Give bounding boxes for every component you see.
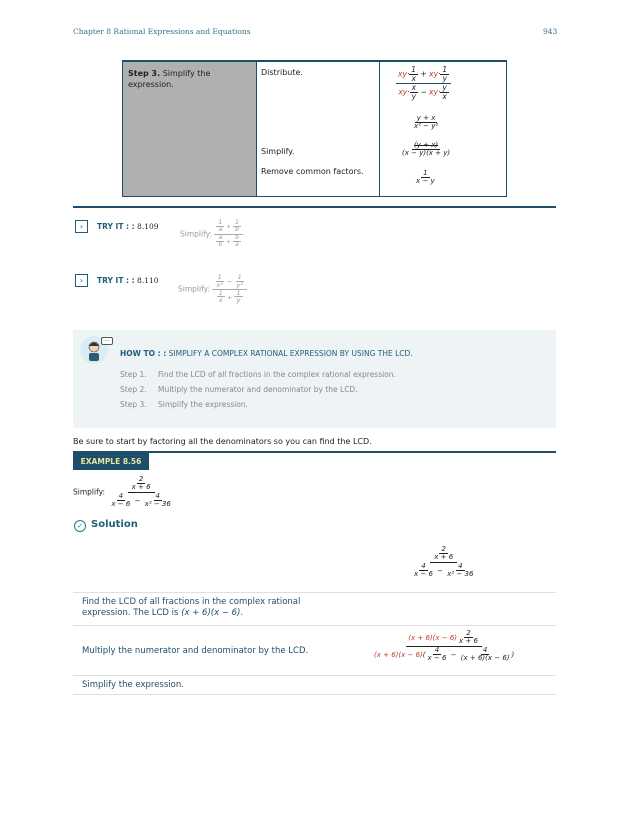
try-it-heading: TRY IT : : 8.110	[97, 276, 159, 285]
distributed-expression: xy· $\frac{1}{x}$ + xy· $\frac{1}{y}$ xy· $\frac{x}{y}$ − xy· $\frac{y}{x}$	[396, 66, 451, 101]
how-to-box	[73, 330, 556, 428]
example-expression: Simplify: $\frac{2}{x + 6}$ $\frac{4}{x - 6}$ − $\frac{4}{\text{x² − 36}}$	[73, 475, 171, 509]
speech-bubble-icon: …	[101, 337, 113, 345]
try-it-expression: Simplify: $\frac{1}{\text{x²}}$ − $\frac{1}{\text{y²}}$ $\frac{1}{x}$ + $\frac{1}{y}$	[178, 274, 247, 304]
action-simplify: Simplify.	[261, 147, 295, 156]
final-expression: $\frac{1}{x - y}$	[416, 169, 435, 186]
solution-step-text: Find the LCD of all fractions in the complex rational expression. The LCD is (x + 6)(x − 6).	[82, 597, 301, 618]
simplified-expression: $\frac{y + x}{\text{x² − y²}}$	[414, 114, 439, 131]
how-to-title: HOW TO : : SIMPLIFY A COMPLEX RATIONAL EXPRESSION BY USING THE LCD.	[120, 349, 413, 358]
note-text: Be sure to start by factoring all the denominators so you can find the LCD.	[73, 437, 372, 446]
section-rule	[73, 206, 556, 208]
table-row-divider	[73, 625, 556, 626]
step-label: Step 3. Simplify the expression.	[128, 69, 211, 89]
chevron-right-icon[interactable]: ›	[75, 220, 88, 233]
divider	[256, 62, 257, 196]
chevron-right-icon[interactable]: ›	[75, 274, 88, 287]
try-it-heading: TRY IT : : 8.109	[97, 222, 159, 231]
solution-step-text: Multiply the numerator and denominator by the LCD.	[82, 646, 309, 656]
divider	[379, 62, 380, 196]
example-badge: EXAMPLE 8.56	[73, 452, 149, 470]
solution-expression: $\frac{2}{x + 6}$ $\frac{4}{x - 6}$ − $\frac{4}{\text{x² − 36}}$	[414, 545, 474, 579]
try-it-expression: Simplify: $\frac{1}{a}$ + $\frac{1}{b}$ $\frac{a}{b}$ + $\frac{b}{a}$	[180, 220, 243, 248]
table-row-divider	[73, 675, 556, 676]
how-to-step: Step 3. Simplify the expression.	[120, 400, 248, 409]
how-to-step: Step 2. Multiply the numerator and denominator by the LCD.	[120, 385, 358, 394]
action-remove-factors: Remove common factors.	[261, 167, 364, 176]
table-row-divider	[73, 592, 556, 593]
how-to-step: Step 1. Find the LCD of all fractions in the complex rational expression.	[120, 370, 396, 379]
table-row-divider	[73, 694, 556, 695]
solution-step-text: Simplify the expression.	[82, 680, 184, 690]
check-circle-icon: ✓	[74, 520, 86, 532]
factored-expression: $\frac{(y + x)}{(x - y)(x + y)}$	[402, 141, 451, 158]
solution-heading: Solution	[91, 519, 138, 530]
chapter-header: Chapter 8 Rational Expressions and Equations	[73, 27, 251, 36]
lcd-multiplied-expression: (x + 6)(x − 6) $\frac{2}{x + 6}$ (x + 6)(x − 6)( $\frac{4}{x - 6}$ − $\frac{4}{(x + 6)(x - 6)}$ )	[374, 629, 515, 663]
page-number: 943	[543, 27, 558, 36]
action-distribute: Distribute.	[261, 68, 303, 77]
